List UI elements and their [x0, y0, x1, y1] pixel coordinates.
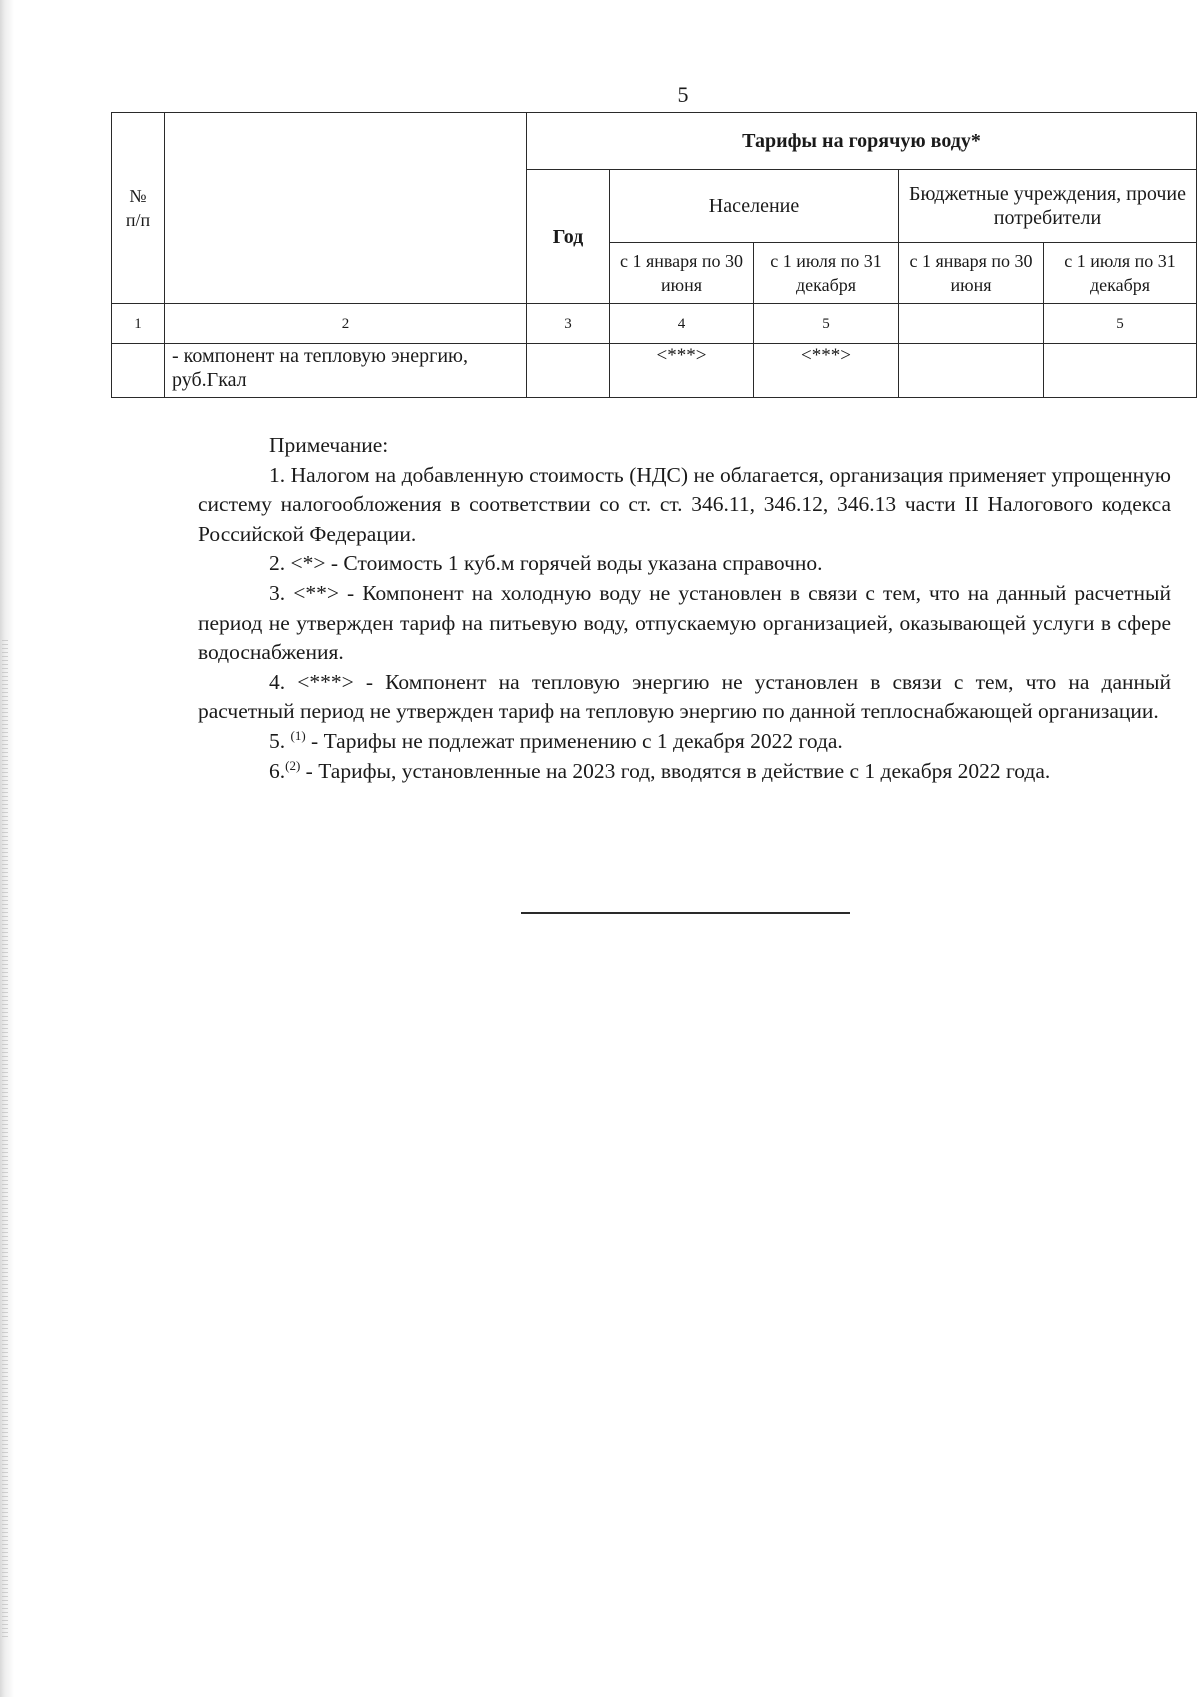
row-population-jan-jun-cell: <***> — [610, 344, 754, 398]
index-cell: 4 — [610, 304, 754, 344]
table-index-row — [112, 304, 1197, 344]
main-header: Тарифы на горячую воду* — [527, 113, 1197, 170]
note-item-3: 3. <**> - Компонент на холодную воду не установлен в связи с тем, что на данный расчетный период не утвержден тариф на питьевую воду, отпускаемую организацией, оказывающей услуги в сфере водоснабжения. — [198, 580, 1171, 665]
scan-binding-marks — [2, 640, 8, 1640]
index-cell: 5 — [754, 304, 899, 344]
group-population-header: Население — [610, 170, 899, 243]
row-number-cell — [112, 344, 165, 398]
row-name-cell: - компонент на тепловую энергию, руб.Гкал — [165, 344, 527, 398]
note-item-5-footnote-mark: (1) — [290, 727, 306, 743]
note-item-5-prefix: 5. — [269, 728, 291, 753]
note-item-4: 4. <***> - Компонент на тепловую энергию не установлен в связи с тем, что на данный расчетный период не утвержден тариф на тепловую энергию по данной теплоснабжающей организации. — [198, 669, 1171, 724]
budget-jul-dec-header: с 1 июля по 31 декабря — [1044, 243, 1197, 304]
note-item-5-text: - Тарифы не подлежат применению с 1 декабря 2022 года. — [305, 728, 843, 753]
index-cell: 5 — [1044, 304, 1197, 344]
note-item-6-text: - Тарифы, установленные на 2023 год, вводятся в действие с 1 декабря 2022 года. — [300, 758, 1051, 783]
row-population-jul-dec-cell: <***> — [754, 344, 899, 398]
note-item-6-footnote-mark: (2) — [285, 757, 301, 773]
budget-jan-jun-header: с 1 января по 30 июня — [899, 243, 1044, 304]
population-jul-dec-header: с 1 июля по 31 декабря — [754, 243, 899, 304]
tariff-table — [111, 112, 1197, 398]
note-item-2: 2. <*> - Стоимость 1 куб.м горячей воды указана справочно. — [269, 551, 823, 576]
col-name-header — [165, 113, 527, 304]
table-row — [112, 344, 1197, 398]
table-header-row-1 — [112, 113, 1197, 170]
notes-heading: Примечание: — [269, 433, 389, 457]
index-cell: 3 — [527, 304, 610, 344]
notes-section — [198, 431, 1171, 786]
note-item-1: 1. Налогом на добавленную стоимость (НДС) не облагается, организация применяет упрощенную систему налогообложения в соответствии со ст. ст. 346.11, 346.12, 346.13 части II Налогового кодекса Российской Федерации. — [198, 462, 1171, 546]
index-cell: 1 — [112, 304, 165, 344]
note-item-6-prefix: 6. — [269, 758, 286, 783]
group-budget-header: Бюджетные учреждения, прочие потребители — [899, 170, 1197, 243]
index-cell: 2 — [165, 304, 527, 344]
col-year-header: Год — [527, 170, 610, 304]
document-end-line — [521, 912, 850, 914]
population-jan-jun-header: с 1 января по 30 июня — [610, 243, 754, 304]
row-year-cell — [527, 344, 610, 398]
note-item-6 — [198, 757, 1171, 787]
page-number: 5 — [677, 82, 689, 107]
col-number-header — [112, 113, 165, 304]
row-budget-jul-dec-cell — [1044, 344, 1197, 398]
index-cell — [899, 304, 1044, 344]
note-item-5 — [198, 727, 1171, 757]
row-budget-jan-jun-cell — [899, 344, 1044, 398]
col-number-header-label: № п/п — [125, 186, 151, 230]
